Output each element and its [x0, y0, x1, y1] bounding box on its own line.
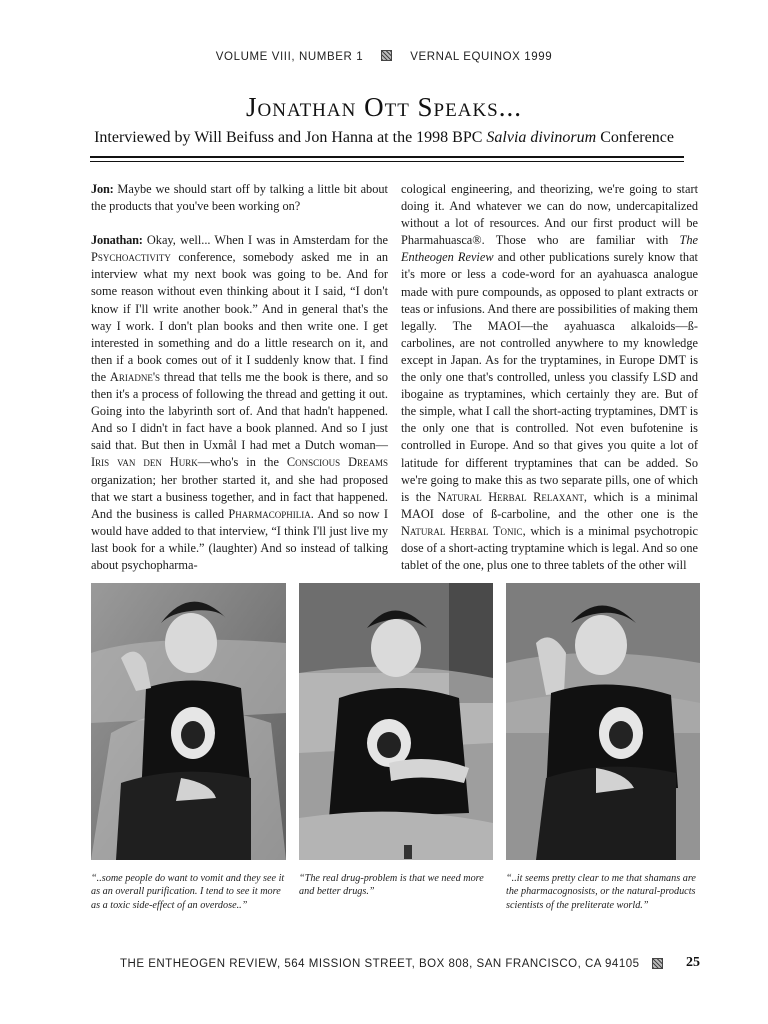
page-number: 25 — [686, 955, 700, 970]
ornament-icon — [652, 958, 663, 969]
ornament-icon — [381, 50, 392, 61]
subtitle-text: Interviewed by Will Beifuss and Jon Hanna at the 1998 BPC — [94, 129, 487, 146]
footer-address: THE ENTHEOGEN REVIEW, 564 MISSION STREET, BOX 808, SAN FRANCISCO, CA 94105 — [120, 958, 640, 970]
speaker-label: Jonathan: — [91, 233, 143, 248]
smallcaps-term: Psychoactivity — [91, 250, 171, 265]
paragraph-text: organization; her brother started it, and she had proposed that we start a business together, and in fact that happened. And the business is called — [91, 472, 388, 521]
paragraph-text: Okay, well... When I was in Amsterdam for the — [142, 233, 388, 248]
paragraph-question — [91, 181, 388, 215]
photo-3 — [506, 583, 700, 860]
left-column — [91, 181, 388, 574]
smallcaps-term: Ariadne's — [109, 369, 161, 384]
photo-1-caption: “..some people do want to vomit and they see it as an overall purification. I tend to see it more as a toxic side-effect of an overdose..” — [91, 873, 285, 911]
paragraph-text: cological engineering, and theorizing, we're going to start doing it. And whatever we can do now, undercapitalized without a lot of resources. And our first product will be Pharmahuasca®. Those who are familiar with — [401, 182, 698, 248]
right-column — [401, 181, 698, 574]
photo-1 — [91, 583, 286, 860]
running-header — [0, 50, 768, 63]
photo-3-image — [506, 583, 700, 860]
paragraph-text: conference, somebody asked me in an interview what my next book was going to be. And for some reason without even thinking about it I said, “I don't know if I'll write another book.” And in general that's the way I work. I don't plan books and then write one. I get interested in something and do a little research on it, and then if a book comes out of it I suddenly know that. I find the — [91, 250, 388, 384]
photo-2 — [299, 583, 493, 860]
paragraph-text: . And so now I would have added to that interview, “I think I'll just live my last book for a while.” (laughter) And so instead of talking about psychopharma- — [91, 506, 388, 572]
article-title: Jonathan Ott Speaks... — [246, 92, 522, 122]
issue-season: VERNAL EQUINOX 1999 — [410, 51, 553, 63]
publication-title: The Entheogen Review — [401, 233, 698, 265]
paragraph-continued — [401, 181, 698, 574]
paragraph-text: thread that tells me the book is there, and so then it's a process of following the thread and getting it out. Going into the labyrinth sort of. And that hadn't happened. And so I didn't in fact have a book planned. And so I just said that. But then in Uxmål I had met a Dutch woman— — [91, 369, 388, 453]
speaker-label: Jon: — [91, 182, 114, 196]
title-rule-thin — [90, 161, 684, 162]
photo-3-caption: “..it seems pretty clear to me that shamans are the pharmacognosists, or the natural-products scientists of the preliterate world.” — [506, 873, 696, 911]
volume-number: VOLUME VIII, NUMBER 1 — [215, 51, 364, 63]
smallcaps-term: Natural Herbal Relaxant — [437, 489, 584, 504]
title-rule-thick — [90, 156, 684, 158]
paragraph-text: Maybe we should start off by talking a little bit about the products that you've been working on? — [91, 182, 388, 214]
smallcaps-term: Pharmacophilia — [228, 506, 311, 521]
smallcaps-term: Natural Herbal Tonic — [401, 523, 523, 538]
photo-2-caption: “The real drug-problem is that we need more and better drugs.” — [299, 873, 484, 898]
paragraph-text: , which is a minimal MAOI dose of ß-carboline, and the other one is the — [401, 489, 698, 521]
photo-2-image — [299, 583, 493, 860]
smallcaps-term: Conscious Dreams — [286, 455, 389, 470]
photo-1-image — [91, 583, 286, 860]
subtitle-italic: Salvia divinorum — [486, 129, 597, 146]
smallcaps-name: Iris van den Hurk — [91, 455, 198, 470]
subtitle-suffix: Conference — [596, 129, 674, 146]
paragraph-text: , which is a minimal psychotropic dose of a short-acting tryptamine which is legal. And so one tablet of the one, plus one to three tablets of the other will — [401, 523, 698, 573]
article-subtitle — [0, 129, 768, 147]
paragraph-answer — [91, 232, 388, 574]
paragraph-text: —who's in the — [197, 455, 287, 470]
paragraph-text: and other publications surely know that it's more or less a code-word for an ayahuasca analogue made with pure compounds, as opposed to plant extracts or teas or infusions. And there are possibilities of making them legally. The MAOI—the ayahuasca alkaloids—ß-carbolines, are not controlled anywhere to my knowledge except in Japan. As for the tryptamines, in Europe DMT is the only one that's controlled, unless you classify LSD and ibogaine as tryptamines, which certainly they are. But of the simple, what I call the short-acting tryptamines, DMT is the only one that is controlled. Not even bufotenine is controlled in Europe. And so that gives you quite a lot of latitude for different tryptamines that can be added. So we're going to make this as two separate pills, one of which is the — [401, 250, 698, 504]
